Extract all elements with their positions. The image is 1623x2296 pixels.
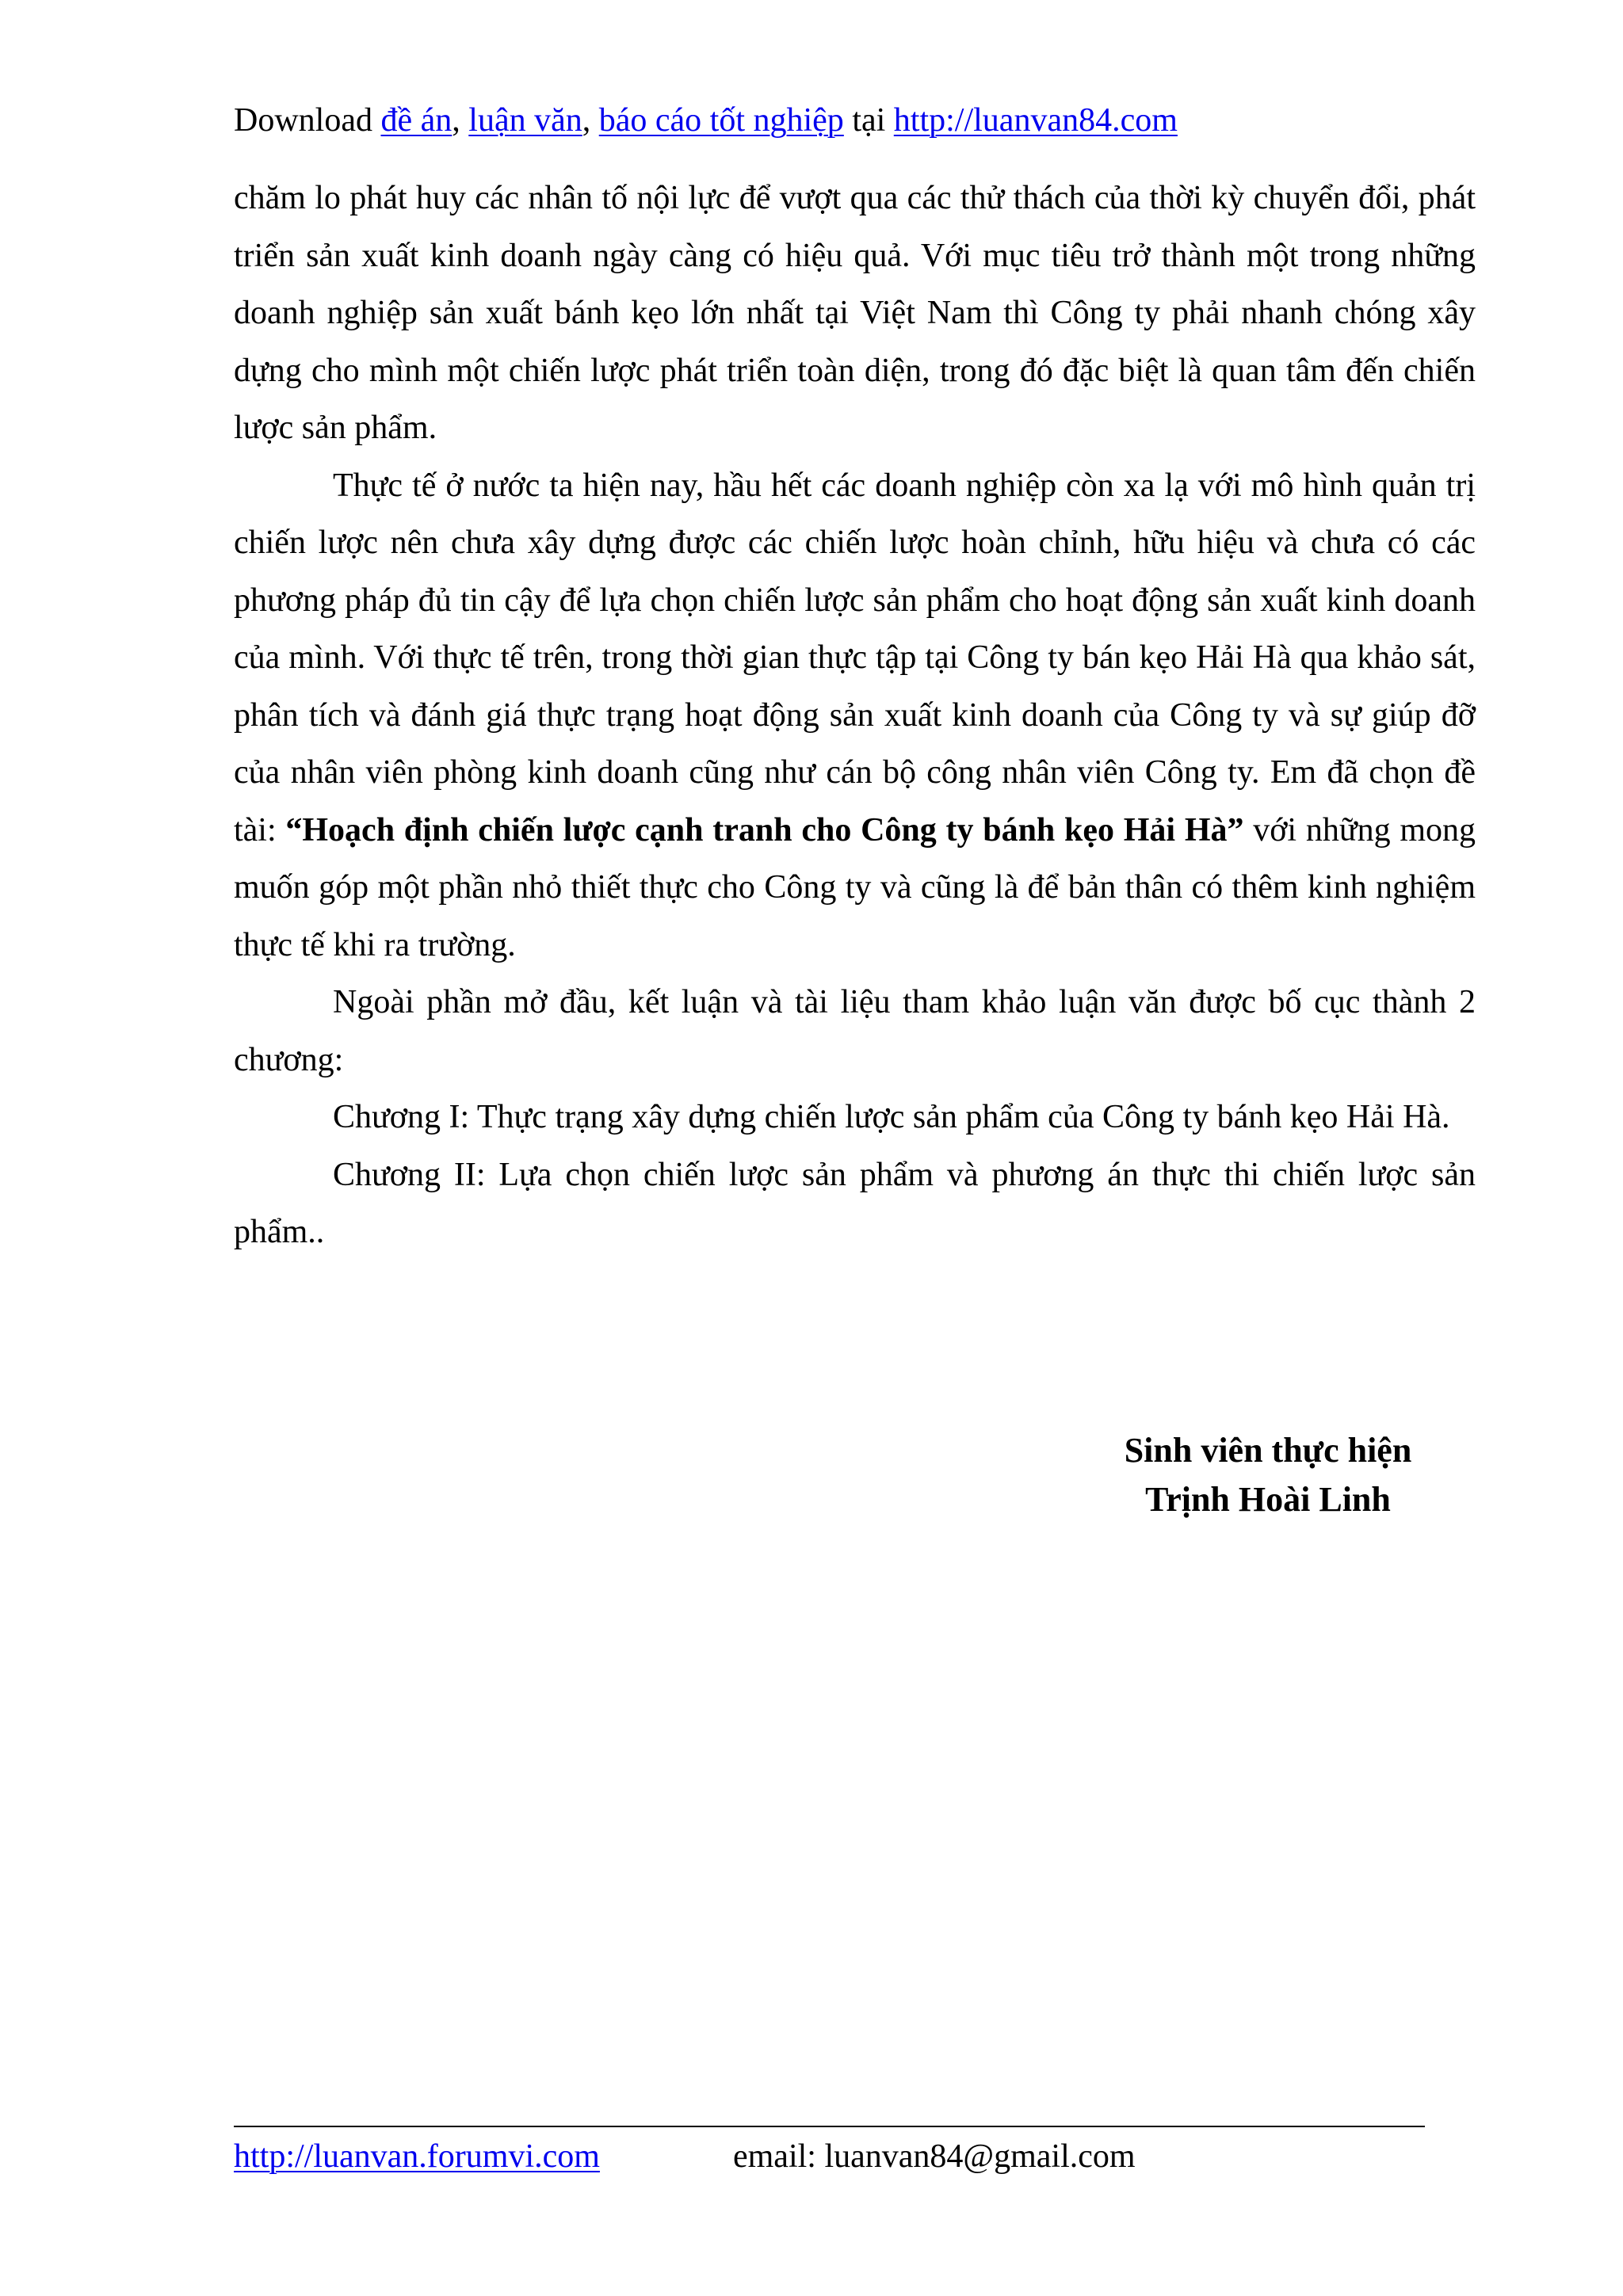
paragraph-2-end: với những mong muốn góp một phần nhỏ thiết thực cho Công ty và cũng là để bản thân có thêm kinh nghiệm thực tế khi ra trường. [234, 811, 1476, 963]
header-prefix: Download [234, 102, 381, 139]
footer-link-forum[interactable]: http://luanvan.forumvi.com [234, 2138, 600, 2175]
header-link-bao-cao[interactable]: báo cáo tốt nghiệp [598, 102, 844, 139]
paragraph-1: chăm lo phát huy các nhân tố nội lực để vượt qua các thử thách của thời kỳ chuyển đổi, phát triển sản xuất kinh doanh ngày càng có hiệu quả. Với mục tiêu trở thành một trong những doanh nghiệp sản xuất bánh kẹo lớn nhất tại Việt Nam thì Công ty phải nhanh chóng xây dựng cho mình một chiến lược phát triển toàn diện, trong đó đặc biệt là quan tâm đến chiến lược sản phẩm. [234, 180, 1476, 446]
header-separator-2: , [582, 102, 599, 139]
paragraph-2 [234, 457, 1476, 974]
header-mid-text: tại [843, 102, 894, 139]
page-header [234, 97, 1178, 144]
thesis-title: “Hoạch định chiến lược cạnh tranh cho Công ty bánh kẹo Hải Hà” [285, 811, 1244, 849]
header-link-de-an[interactable]: đề án [380, 102, 453, 139]
paragraph-2-start: Thực tế ở nước ta hiện nay, hầu hết các doanh nghiệp còn xa lạ với mô hình quản trị chiến lược nên chưa xây dựng được các chiến lược hoàn chỉnh, hữu hiệu và chưa có các phương pháp đủ tin cậy để lựa chọn chiến lược sản phẩm cho hoạt động sản xuất kinh doanh của mình. Với thực tế trên, trong thời gian thực tập tại Công ty bán kẹo Hải Hà qua khảo sát, phân tích và đánh giá thực trạng hoạt động sản xuất kinh doanh của Công ty và sự giúp đỡ của nhân viên phòng kinh doanh cũng như cán bộ công nhân viên Công ty. Em đã chọn đề tài: [234, 467, 1476, 849]
header-link-site[interactable]: http://luanvan84.com [893, 102, 1178, 139]
paragraph-chapter-1: Chương I: Thực trạng xây dựng chiến lược sản phẩm của Công ty bánh kẹo Hải Hà. [333, 1099, 1450, 1135]
paragraph-chapter-2: Chương II: Lựa chọn chiến lược sản phẩm và phương án thực thi chiến lược sản phẩm.. [234, 1156, 1476, 1250]
body-text [234, 170, 1476, 1261]
page-footer [234, 2133, 1136, 2180]
paragraph-3: Ngoài phần mở đầu, kết luận và tài liệu tham khảo luận văn được bố cục thành 2 chương: [234, 984, 1476, 1078]
footer-divider [234, 2126, 1425, 2127]
signature-role: Sinh viên thực hiện [1124, 1431, 1412, 1470]
signature-name: Trịnh Hoài Linh [1145, 1480, 1391, 1519]
header-separator-1: , [452, 102, 469, 139]
signature-block [1030, 1426, 1506, 1524]
header-link-luan-van[interactable]: luận văn [468, 102, 582, 139]
footer-email: email: luanvan84@gmail.com [733, 2138, 1136, 2175]
